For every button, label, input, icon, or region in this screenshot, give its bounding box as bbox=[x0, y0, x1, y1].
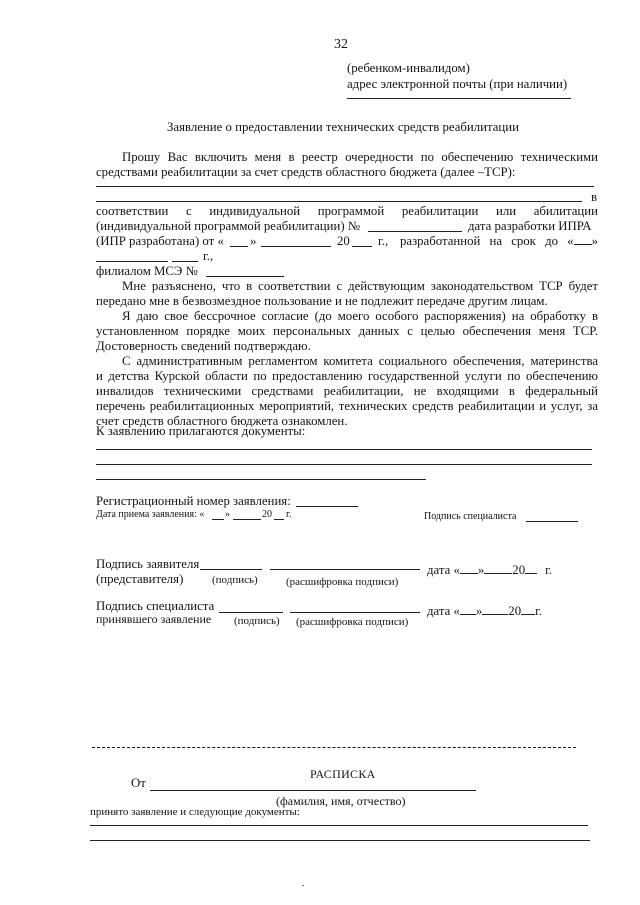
ipra-line-4: г., bbox=[203, 249, 214, 263]
header-line-email: адрес электронной почты (при наличии) bbox=[347, 77, 568, 91]
receipt-accepted-label: принято заявление и следующие документы: bbox=[90, 806, 300, 818]
applicant-sign-caption: (подпись) bbox=[212, 574, 258, 586]
tsr-field-line-2[interactable] bbox=[96, 201, 582, 202]
ipra-line-3-20: 20 bbox=[337, 234, 350, 248]
documents-line-1[interactable] bbox=[96, 449, 592, 450]
ipra-month-line[interactable] bbox=[261, 246, 331, 247]
paragraph-1: Мне разъяснено, что в соответствии с действующим законодательством ТСР будет передано мне в безвозмездное пользование и не подлежит передаче другим лицам. bbox=[96, 279, 598, 308]
receive-year-line[interactable] bbox=[274, 519, 284, 520]
applicant-sign-line[interactable] bbox=[200, 569, 262, 570]
receipt-title: РАСПИСКА bbox=[310, 767, 376, 781]
cut-line bbox=[92, 747, 576, 748]
specialist-sign-caption: (подпись) bbox=[234, 615, 280, 627]
paragraph-2: Я даю свое бессрочное согласие (до моего особого распоряжения) на обработку в установленном порядке моих персональных данных с целью обеспечения меня ТСР. Достоверность сведений подтверждаю. bbox=[96, 309, 598, 353]
specialist-decode-line[interactable] bbox=[290, 612, 420, 613]
receipt-fio-caption: (фамилия, имя, отчество) bbox=[276, 794, 406, 808]
paragraph-3: С административным регламентом комитета социального обеспечения, материнства и детства Курской области по предоставлению государственной услуги по обеспечению инвалидов техническими средствами реабилитации, не входящими в федеральный перечень реабилитационных мероприятий, технических средств реабилитации и услуг, за счет средств областного бюджета ознакомлен. bbox=[96, 354, 598, 428]
specialist-signature-line[interactable] bbox=[526, 521, 578, 522]
receive-date-end: г. bbox=[286, 509, 292, 520]
ipra-line-2-b: дата разработки ИПРА bbox=[468, 219, 592, 233]
ipra-year-line[interactable] bbox=[352, 246, 372, 247]
applicant-date: дата « » 20 г. bbox=[427, 563, 553, 577]
specialist-sign-line[interactable] bbox=[219, 612, 283, 613]
receive-date-label: Дата приема заявления: « bbox=[96, 509, 205, 520]
documents-label: К заявлению прилагаются документы: bbox=[96, 424, 306, 438]
specialist-label: Подпись специалиста bbox=[96, 599, 215, 613]
specialist-decode-caption: (расшифровка подписи) bbox=[296, 616, 409, 628]
applicant-representative-label: (представителя) bbox=[96, 572, 184, 586]
ipra-line-1: соответствии с индивидуальной программой реабилитации или абилитации bbox=[96, 204, 598, 218]
ipra-line-3-q: » bbox=[250, 234, 257, 248]
registration-number-line[interactable] bbox=[296, 506, 358, 507]
email-field-line[interactable] bbox=[347, 98, 571, 99]
request-v: в bbox=[591, 190, 598, 204]
filial-number-line[interactable] bbox=[206, 276, 284, 277]
applicant-decode-caption: (расшифровка подписи) bbox=[286, 576, 399, 588]
receipt-docs-line-2[interactable] bbox=[90, 840, 590, 841]
ipra-line-3-g: г., bbox=[378, 234, 389, 248]
applicant-signature-label: Подпись заявителя bbox=[96, 557, 200, 571]
specialist-signature-label: Подпись специалиста bbox=[424, 511, 517, 522]
specialist-date: дата « » 20 г. bbox=[427, 604, 543, 618]
documents-line-3[interactable] bbox=[96, 479, 426, 480]
receipt-from-label: От bbox=[131, 776, 146, 790]
receipt-fio-line[interactable] bbox=[150, 790, 476, 791]
specialist-accepted-label: принявшего заявление bbox=[96, 612, 212, 626]
receive-day-line[interactable] bbox=[212, 519, 224, 520]
receive-date-year: 20 bbox=[262, 509, 272, 520]
registration-number-label: Регистрационный номер заявления: bbox=[96, 494, 291, 508]
filial-label: филиалом МСЭ № bbox=[96, 264, 198, 278]
applicant-decode-line[interactable] bbox=[270, 569, 420, 570]
scan-speck bbox=[302, 885, 304, 886]
receipt-docs-line-1[interactable] bbox=[90, 825, 588, 826]
ipra-term-year-line[interactable] bbox=[172, 261, 198, 262]
ipra-day-line[interactable] bbox=[230, 246, 248, 247]
request-line-2: средствами реабилитации за счет средств областного бюджета (далее –ТСР): bbox=[96, 165, 516, 179]
receive-month-line[interactable] bbox=[233, 519, 261, 520]
document-title: Заявление о предоставлении технических средств реабилитации bbox=[167, 120, 519, 134]
documents-line-2[interactable] bbox=[96, 464, 592, 465]
ipra-line-2-a: (индивидуальной программой реабилитации) № bbox=[96, 219, 361, 233]
page-number: 32 bbox=[334, 37, 348, 52]
request-line-1: Прошу Вас включить меня в реестр очередности по обеспечению техническими bbox=[122, 150, 598, 164]
ipra-term-month-line[interactable] bbox=[96, 261, 168, 262]
ipra-line-3-term: разработанной на срок до « » bbox=[400, 234, 598, 248]
header-line-applicant: (ребенком-инвалидом) bbox=[347, 61, 470, 75]
ipra-number-line[interactable] bbox=[368, 231, 462, 232]
ipra-line-3-from: (ИПР разработана) от « bbox=[96, 234, 224, 248]
receive-date-mid: » bbox=[225, 509, 230, 520]
tsr-field-line-1[interactable] bbox=[96, 186, 594, 187]
